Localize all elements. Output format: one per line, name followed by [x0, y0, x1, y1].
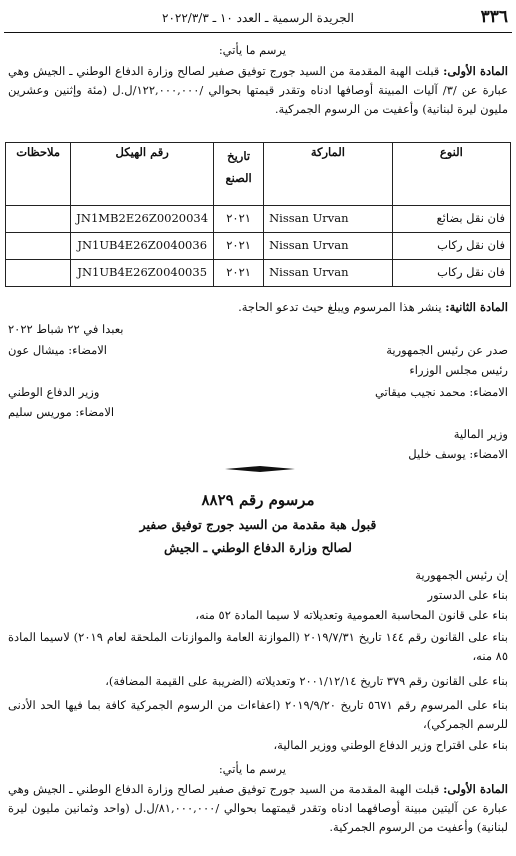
- cell-type: فان نقل ركاب: [392, 260, 510, 287]
- recital: بناء على القانون رقم ٣٧٩ تاريخ ٢٠٠١/١٢/١٤ وتعديلاته (الضريبة على القيمة المضافة)،: [105, 674, 508, 688]
- cell-notes: [6, 206, 71, 233]
- table-row: [6, 206, 511, 233]
- cell-year: ٢٠٢١: [214, 260, 264, 287]
- finance-minister-title: وزير المالية: [453, 427, 508, 441]
- decree-title-line-1: قبول هبة مقدمة من السيد جورج توفيق صفير: [139, 517, 377, 532]
- finance-minister-signature: الامضاء: يوسف خليل: [408, 447, 508, 461]
- col-year: تاريخ الصنع: [214, 143, 264, 206]
- decree-number: مرسوم رقم ٨٨٢٩: [201, 491, 315, 509]
- article-2-label: المادة الثانية:: [445, 300, 508, 314]
- recital: بناء على اقتراح وزير الدفاع الوطني ووزير المالية،: [273, 738, 508, 752]
- table-header-row: [6, 143, 511, 206]
- article-1-label: المادة الأولى:: [443, 64, 508, 78]
- issued-by: صدر عن رئيس الجمهورية: [386, 343, 508, 357]
- col-brand: الماركة: [264, 143, 393, 206]
- cell-brand: Nissan Urvan: [264, 206, 393, 233]
- article-1-text: قبلت الهبة المقدمة من السيد جورج توفيق صفير لصالح وزارة الدفاع الوطني ـ الجيش وهي عبارة عن آليتين مبينة أوصافهما ادناه وتقدر قيمتهما بحوالي /٨١,٠٠٠,٠٠٠/ل.ل (واحد وثمانين مليون ليرة لبنانية) وأعفيت من الرسوم الجمركية.: [8, 782, 508, 834]
- cell-year: ٢٠٢١: [214, 206, 264, 233]
- signing-date: بعبدا في ٢٢ شباط ٢٠٢٢: [8, 322, 124, 336]
- cell-type: فان نقل ركاب: [392, 233, 510, 260]
- cell-chassis: JN1UB4E26Z0040036: [71, 233, 214, 260]
- col-notes: ملاحظات: [6, 143, 71, 206]
- col-chassis: رقم الهيكل: [71, 143, 214, 206]
- pm-title: رئيس مجلس الوزراء: [409, 363, 508, 377]
- decree-intro: يرسم ما يأتي:: [218, 762, 286, 776]
- table-row: [6, 260, 511, 287]
- recital: بناء على قانون المحاسبة العمومية وتعديلاته لا سيما المادة ٥٢ منه،: [195, 608, 508, 622]
- page-number: ٣٣٦: [480, 7, 508, 27]
- vehicles-table: [5, 142, 511, 287]
- col-type: النوع: [392, 143, 510, 206]
- article-1: [8, 780, 508, 837]
- decree-intro: يرسم ما يأتي:: [218, 43, 286, 57]
- article-1: [8, 62, 508, 119]
- cell-chassis: JN1UB4E26Z0040035: [71, 260, 214, 287]
- cell-notes: [6, 233, 71, 260]
- defense-minister-title: وزير الدفاع الوطني: [8, 385, 100, 399]
- cell-type: فان نقل بضائع: [392, 206, 510, 233]
- pm-signature: الامضاء: محمد نجيب ميقاتي: [374, 385, 508, 399]
- recital: بناء على الدستور: [427, 588, 508, 602]
- recital: بناء على المرسوم رقم ٥٦٧١ تاريخ ٢٠١٩/٩/٢٠ (اعفاءات من الرسوم الجمركية كافة بما فيها الحد الأدنى للرسم الجمركي)،: [8, 698, 508, 731]
- cell-brand: Nissan Urvan: [264, 260, 393, 287]
- cell-brand: Nissan Urvan: [264, 233, 393, 260]
- cell-notes: [6, 260, 71, 287]
- president-line: إن رئيس الجمهورية: [415, 568, 508, 582]
- president-signature: الامضاء: ميشال عون: [8, 343, 107, 357]
- article-1-label: المادة الأولى:: [443, 782, 508, 796]
- gazette-header: الجريدة الرسمية ـ العدد ١٠ ـ ٢٠٢٢/٣/٣: [162, 11, 354, 25]
- cell-year: ٢٠٢١: [214, 233, 264, 260]
- header-rule: [4, 32, 512, 33]
- defense-minister-signature: الامضاء: موريس سليم: [8, 405, 115, 419]
- article-1-text: قبلت الهبة المقدمة من السيد جورج توفيق صفير لصالح وزارة الدفاع الوطني ـ الجيش وهي عبارة عن /٣/ آليات المبينة أوصافها ادناه وتقدر قيمتها بحوالي /١٢٢,٠٠٠,٠٠٠/ل.ل (مئة وإثنين وعشرين مليون ليرة لبنانية) وأعفيت من الرسوم الجمركية.: [8, 64, 508, 116]
- article-2: [238, 300, 508, 316]
- article-2-text: ينشر هذا المرسوم ويبلغ حيث تدعو الحاجة.: [238, 300, 446, 314]
- decree-title-line-2: لصالح وزارة الدفاع الوطني ـ الجيش: [164, 540, 352, 555]
- recital: بناء على القانون رقم ١٤٤ تاريخ ٢٠١٩/٧/٣١ (الموازنة العامة والموازنات الملحقة لعام ٢٠١٩) لاسيما المادة ٨٥ منه،: [8, 630, 508, 663]
- table-row: [6, 233, 511, 260]
- section-separator: [225, 466, 295, 472]
- cell-chassis: JN1MB2E26Z0020034: [71, 206, 214, 233]
